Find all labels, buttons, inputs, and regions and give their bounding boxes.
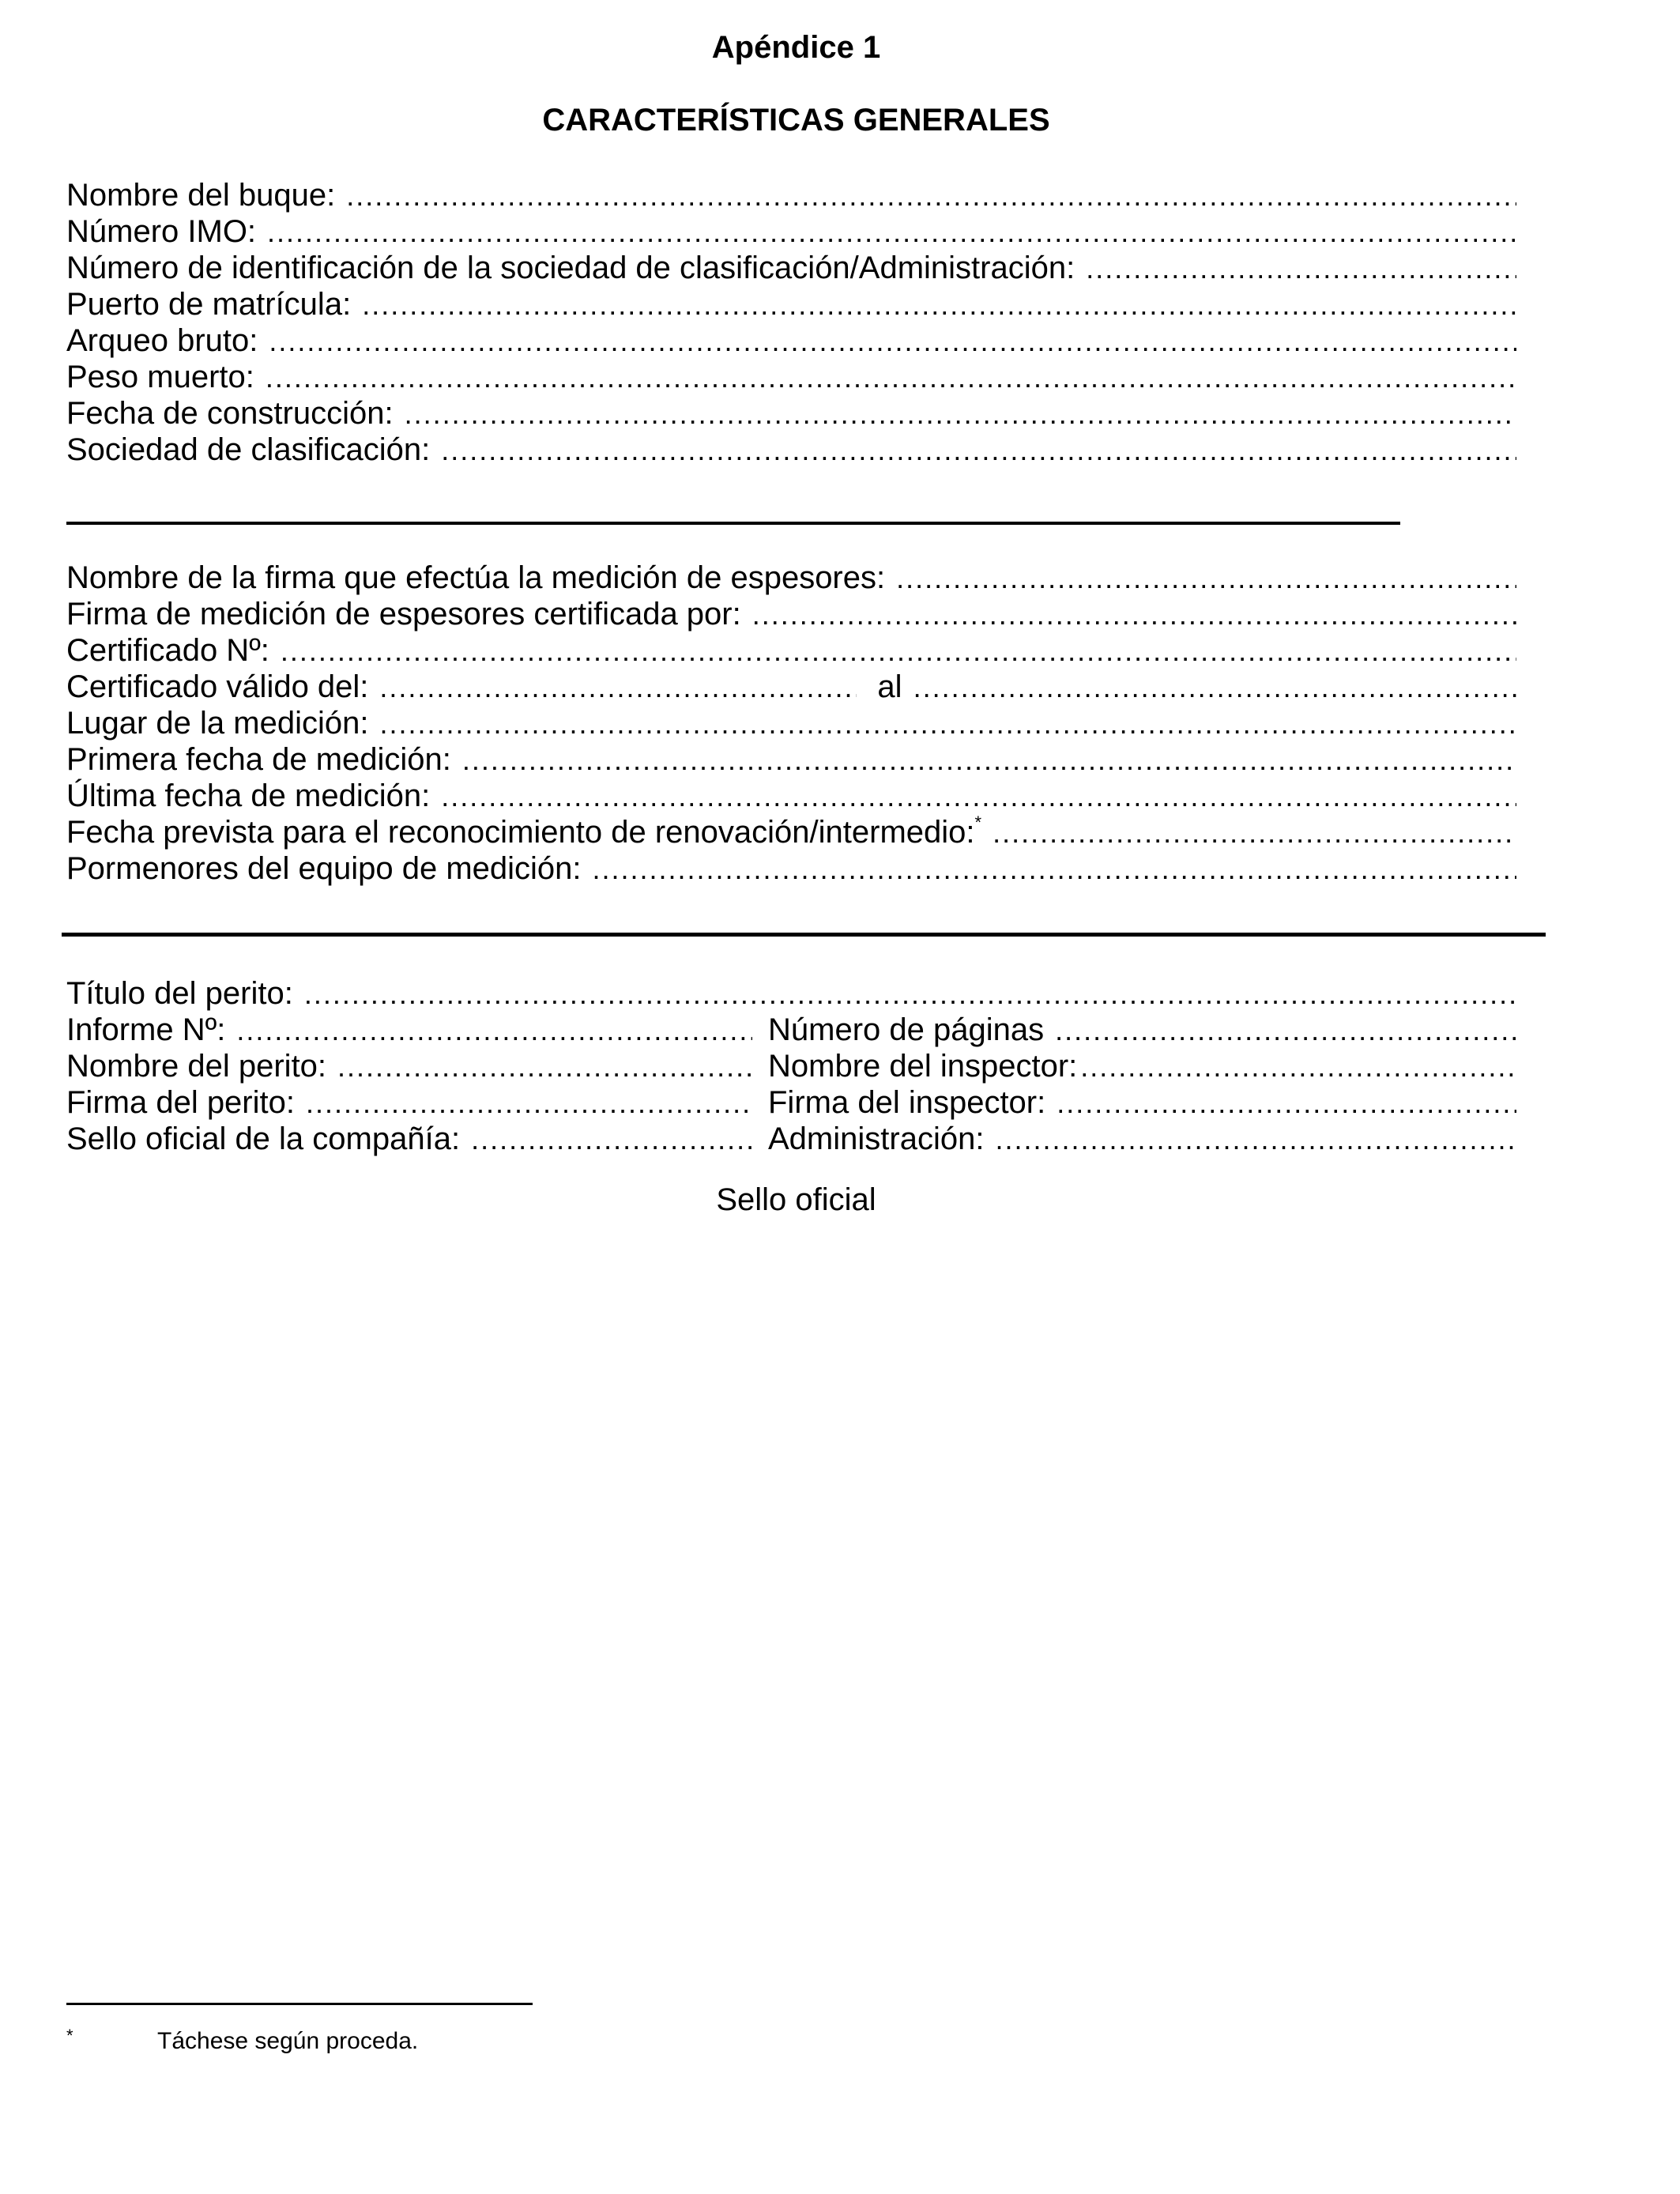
fill-line [752,597,1516,633]
signature-section [66,975,1516,1157]
footnote [66,2028,418,2055]
fill-line [593,851,1516,888]
class-society-field[interactable] [66,432,1516,468]
measurement-firm-section [66,560,1516,887]
field-label: Fecha de construcción: [66,396,394,431]
imo-number-field[interactable] [66,213,1516,250]
field-label: Arqueo bruto: [66,323,258,358]
field-label: Administración: [768,1122,985,1156]
fill-line [1055,1012,1516,1049]
section-title: CARACTERÍSTICAS GENERALES [542,103,1050,138]
deadweight-field[interactable] [66,359,1516,395]
footnote-separator [66,2003,533,2005]
fill-line [896,560,1516,597]
equipment-details-field[interactable] [66,850,1516,887]
field-label: Nombre del buque: [66,178,336,213]
measurement-place-field[interactable] [66,705,1516,741]
build-date-field[interactable] [66,395,1516,432]
footnote-marker: * [974,812,982,832]
field-label: Firma del inspector: [768,1085,1046,1120]
company-seal-field[interactable] [66,1121,768,1158]
fill-line [993,815,1516,851]
fill-line [995,1122,1516,1158]
field-label: Certificado válido del: [66,669,369,704]
firm-name-field[interactable] [66,560,1516,596]
field-label: Número de identificación de la sociedad de clasificación/Administración: [66,251,1075,285]
field-label: Sociedad de clasificación: [66,432,431,467]
certificate-validity-field[interactable] [66,669,1516,705]
class-id-field[interactable] [66,250,1516,286]
field-label: Peso muerto: [66,360,254,394]
field-label: Firma de medición de espesores certificada por: [66,597,741,631]
fill-line [236,1012,752,1049]
survey-date-field[interactable] [66,814,1516,850]
fill-line [405,396,1516,432]
fill-line [281,633,1516,669]
surveyor-signature-field[interactable] [66,1084,768,1122]
signatures-row [66,1084,1516,1121]
field-label: Lugar de la medición: [66,706,369,741]
section-divider-thick [62,933,1546,937]
fill-line [379,669,857,706]
inspector-name-field[interactable] [768,1048,1516,1085]
field-label: Título del perito: [66,976,293,1011]
section-divider [66,522,1400,525]
field-label: Puerto de matrícula: [66,287,352,322]
footnote-mark: * [66,2026,73,2045]
fill-line [379,706,1516,742]
ship-name-field[interactable] [66,177,1516,213]
gross-tonnage-field[interactable] [66,322,1516,359]
certified-by-field[interactable] [66,596,1516,632]
field-label: Nombre del perito: [66,1049,327,1084]
appendix-title: Apéndice 1 [711,30,881,65]
fill-line [1057,1085,1516,1122]
fill-line [441,778,1516,815]
footnote-text: Táchese según proceda. [157,2028,419,2054]
field-label: Sello oficial de la compañía: [66,1122,461,1156]
fill-line [304,976,1516,1012]
surveyor-title-field[interactable] [66,975,1516,1012]
field-label: Nombre de la firma que efectúa la medición de espesores: [66,560,886,595]
port-of-registry-field[interactable] [66,286,1516,322]
fill-line [471,1122,752,1158]
last-measurement-date-field[interactable] [66,778,1516,814]
fill-line [362,287,1516,323]
report-row [66,1012,1516,1048]
report-number-field[interactable] [66,1012,768,1049]
fill-line [441,432,1516,469]
field-label: Primera fecha de medición: [66,742,451,777]
fill-line [266,360,1516,396]
field-label: Número de páginas [768,1012,1045,1047]
fill-line [267,214,1516,251]
field-label: Certificado Nº: [66,633,269,668]
field-label: Última fecha de medición: [66,778,431,813]
administration-field[interactable] [768,1121,1516,1158]
field-label: Fecha prevista para el reconocimiento de renovación/intermedio:* [66,812,982,850]
fill-line [337,1049,752,1085]
fill-line [269,323,1516,360]
field-label: Número IMO: [66,214,257,249]
certificate-number-field[interactable] [66,632,1516,669]
field-label: Informe Nº: [66,1012,226,1047]
fill-line [913,669,1516,706]
ship-details-section [66,177,1516,468]
field-label: Firma del perito: [66,1085,295,1120]
field-label: Pormenores del equipo de medición: [66,851,582,886]
official-seal-label: Sello oficial [716,1182,876,1217]
first-measurement-date-field[interactable] [66,741,1516,778]
inspector-signature-field[interactable] [768,1084,1516,1122]
fill-line [462,742,1516,778]
fill-line [306,1085,752,1122]
names-row [66,1048,1516,1084]
fill-line [346,178,1516,214]
surveyor-name-field[interactable] [66,1048,768,1085]
field-label: al [877,669,902,704]
field-label: Nombre del inspector: [768,1049,1078,1084]
page-count-field[interactable] [768,1012,1516,1049]
seals-row [66,1121,1516,1157]
fill-line [1080,1049,1516,1085]
fill-line [1086,251,1516,287]
